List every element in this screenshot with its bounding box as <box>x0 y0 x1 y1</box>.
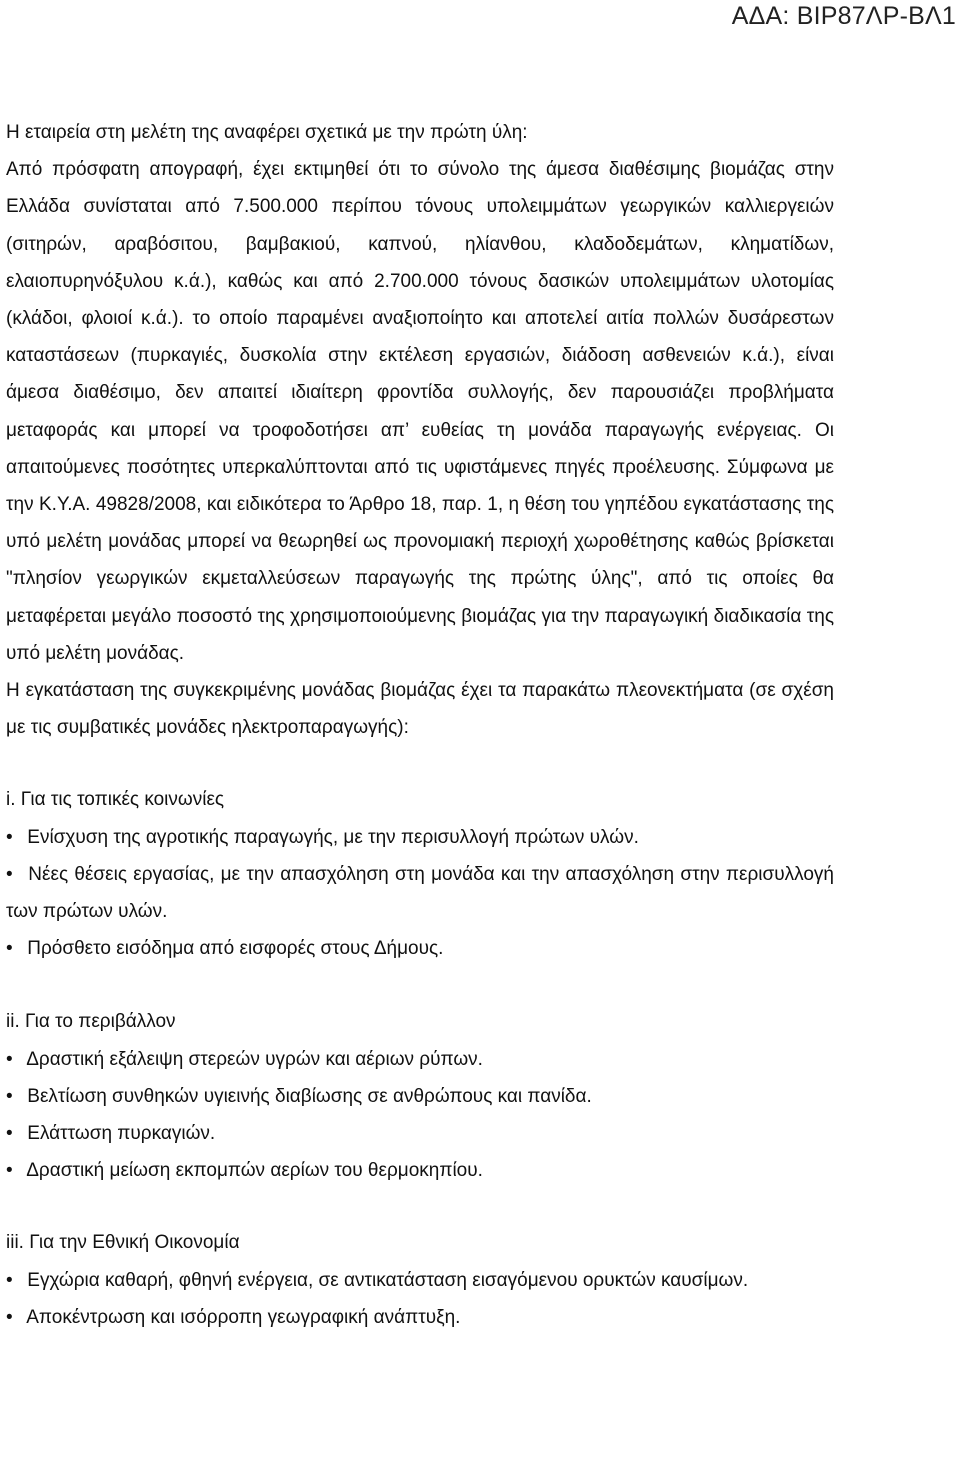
list-item: • Εγχώρια καθαρή, φθηνή ενέργεια, σε αντικατάσταση εισαγόμενου ορυκτών καυσίμων. <box>6 1262 834 1299</box>
list-item: • Νέες θέσεις εργασίας, με την απασχόληση στη μονάδα και την απασχόληση στην περισυλλογή των πρώτων υλών. <box>6 856 834 930</box>
national-economy-list <box>6 1262 834 1336</box>
section-heading-national-economy: iii. Για την Εθνική Οικονομία <box>6 1232 240 1254</box>
list-item: • Ενίσχυση της αγροτικής παραγωγής, με την περισυλλογή πρώτων υλών. <box>6 819 834 856</box>
list-item: • Ελάττωση πυρκαγιών. <box>6 1115 834 1152</box>
list-item: • Βελτίωση συνθηκών υγιεινής διαβίωσης σε ανθρώπους και πανίδα. <box>6 1078 834 1115</box>
bullet-icon: • <box>6 1048 13 1070</box>
bullet-icon: • <box>6 863 13 885</box>
list-item: • Αποκέντρωση και ισόρροπη γεωγραφική ανάπτυξη. <box>6 1299 834 1336</box>
intro-paragraph: Η εταιρεία στη μελέτη της αναφέρει σχετικά με την πρώτη ύλη: <box>6 122 528 143</box>
bullet-icon: • <box>6 1306 13 1328</box>
advantages-intro-paragraph: Η εγκατάσταση της συγκεκριμένης μονάδας βιομάζας έχει τα παρακάτω πλεονεκτήματα (σε σχέση με τις συμβατικές μονάδες ηλεκτροπαραγωγής): <box>6 680 834 739</box>
list-item: • Πρόσθετο εισόδημα από εισφορές στους Δήμους. <box>6 930 834 967</box>
section-heading-local-communities: i. Για τις τοπικές κοινωνίες <box>6 789 225 811</box>
bullet-icon: • <box>6 1123 13 1145</box>
list-item: • Δραστική μείωση εκπομπών αερίων του θερμοκηπίου. <box>6 1152 834 1189</box>
list-item: • Δραστική εξάλειψη στερεών υγρών και αέριων ρύπων. <box>6 1041 834 1078</box>
section-heading-environment: ii. Για το περιβάλλον <box>6 1011 176 1033</box>
bullet-icon: • <box>6 826 13 848</box>
bullet-icon: • <box>6 1160 13 1182</box>
ada-document-code: ΑΔΑ: ΒΙΡ87ΛΡ-ΒΛ1 <box>731 2 956 30</box>
bullet-icon: • <box>6 1269 13 1291</box>
local-communities-list <box>6 819 834 968</box>
biomass-availability-paragraph: Από πρόσφατη απογραφή, έχει εκτιμηθεί ότι το σύνολο της άμεσα διαθέσιμης βιομάζας στην Ελλάδα συνίσταται από 7.500.000 περίπου τόνους υπολειμμάτων γεωργικών καλλιεργειών (σιτηρών, αραβόσιτου, βαμβακιού, καπνού, ηλίανθου, κλαδοδεμάτων, κληματίδων, ελαιοπυρηνόξυλου κ.ά.), καθώς και από 2.700.000 τόνους δασικών υπολειμμάτων υλοτομίας (κλάδοι, φλοιοί κ.ά.). το οποίο παραμένει αναξιοποίητο και αποτελεί αιτία πολλών δυσάρεστων καταστάσεων (πυρκαγιές, δυσκολία στην εκτέλεση εργασιών, διάδοση ασθενειών κ.ά.), είναι άμεσα διαθέσιμο, δεν απαιτεί ιδιαίτερη φροντίδα συλλογής, δεν παρουσιάζει προβλήματα μεταφοράς και μπορεί να τροφοδοτήσει απ’ ευθείας τη μονάδα παραγωγής ενέργειας. Οι απαιτούμενες ποσότητες υπερκαλύπτονται από τις υφιστάμενες πηγές προέλευσης. Σύμφωνα με την Κ.Υ.Α. 49828/2008, και ειδικότερα το Άρθρο 18, παρ. 1, η θέση του γηπέδου εγκατάστασης της υπό μελέτη μονάδας μπορεί να θεωρηθεί ως προνομιακή περιοχή χωροθέτησης καθώς βρίσκεται "πλησίον γεωργικών εκμεταλλεύσεων παραγωγής της πρώτης ύλης", από τις οποίες θα μεταφέρεται μεγάλο ποσοστό της χρησιμοποιούμενης βιομάζας για την παραγωγική διαδικασία της υπό μελέτη μονάδας. <box>6 159 834 664</box>
bullet-icon: • <box>6 938 13 960</box>
bullet-icon: • <box>6 1085 13 1107</box>
environment-list <box>6 1041 834 1190</box>
document-body <box>6 114 834 1336</box>
